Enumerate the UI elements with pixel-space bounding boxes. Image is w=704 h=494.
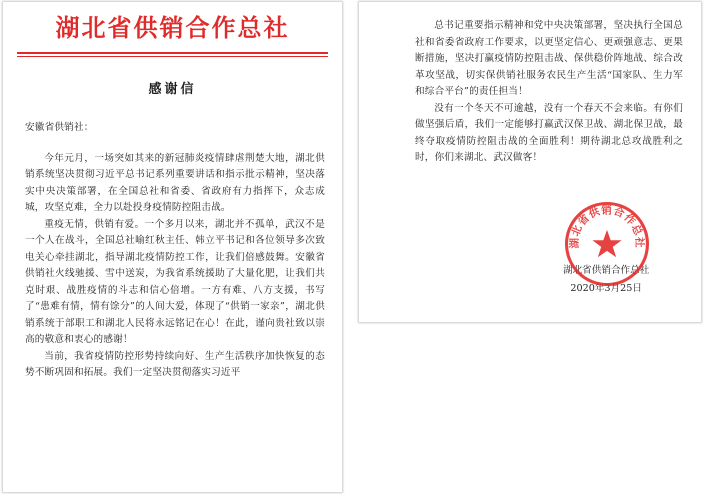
seal-text: 湖北省供销合作总社 [568, 204, 646, 249]
paragraph: 没有一个冬天不可逾越，没有一个春天不会来临。有你们做坚强后盾，我们一定能够打赢武汉保卫战、湖北保卫战，最终夺取疫情防控阻击战的全面胜利！期待湖北总攻战胜利之时，你们来湖北、武汉做客！ [415, 102, 683, 163]
letterhead-title: 湖北省供销合作总社 [55, 13, 290, 42]
signature-organization: 湖北省供销合作总社 [563, 265, 650, 276]
star-icon [592, 230, 621, 257]
paragraph: 总书记重要指示精神和党中央决策部署，坚决执行全国总社和省委省政府工作要求，以更坚定信心、更顽强意志、更果断措施，坚决打赢疫情防控阻击战、保供稳价阵地战、综合改革攻坚战，切实保供销社服务农民生产生活“国家队、生力军和综合平台”的责任担当！ [415, 20, 683, 97]
signature-date: 2020年3月25日 [570, 283, 642, 294]
salutation: 安徽省供销社： [25, 122, 94, 133]
letter-body-part-2 [415, 18, 683, 167]
letterhead-divider [17, 52, 328, 54]
letter-title: 感谢信 [148, 82, 197, 97]
paragraph: 今年元月，一场突如其来的新冠肺炎疫情肆虐荆楚大地，湖北供销系统坚决贯彻习近平总书记系列重要讲话和指示批示精神，坚决落实中央决策部署，在全国总社和省委、省政府有力指挥下，众志成城，攻坚克难，全力以赴投身疫情防控阻击战。 [25, 152, 325, 213]
official-seal-icon [563, 200, 651, 288]
letter-page-2 [359, 2, 701, 322]
paragraph: 当前，我省疫情防控形势持续向好、生产生活秩序加快恢复的态势不断巩固和拓展。我们一定坚决贯彻落实习近平 [25, 350, 325, 378]
letterhead-divider-thin [17, 56, 328, 57]
paragraph: 重疫无情，供销有爱。一个多月以来，湖北并不孤单，武汉不是一个人在战斗，全国总社喻红秋主任、韩立平书记和各位领导多次致电关心牵挂湖北，指导湖北疫情防控工作，让我们倍感鼓舞。安徽省供销社火线驰援、雪中送炭，为我省系统援助了大量化肥，让我们共克时艰、战胜疫情的斗志和信心倍增。一方有难、八方支援，书写了“患难有情，情有馀分”的人间大爱，体现了“供销一家亲”，湖北供销系统于部职工和湖北人民将永远铭记在心！在此，谨向贵社致以崇高的敬意和衷心的感谢！ [25, 218, 325, 345]
letter-body-part-1 [25, 120, 325, 382]
letter-page-1 [3, 2, 342, 492]
